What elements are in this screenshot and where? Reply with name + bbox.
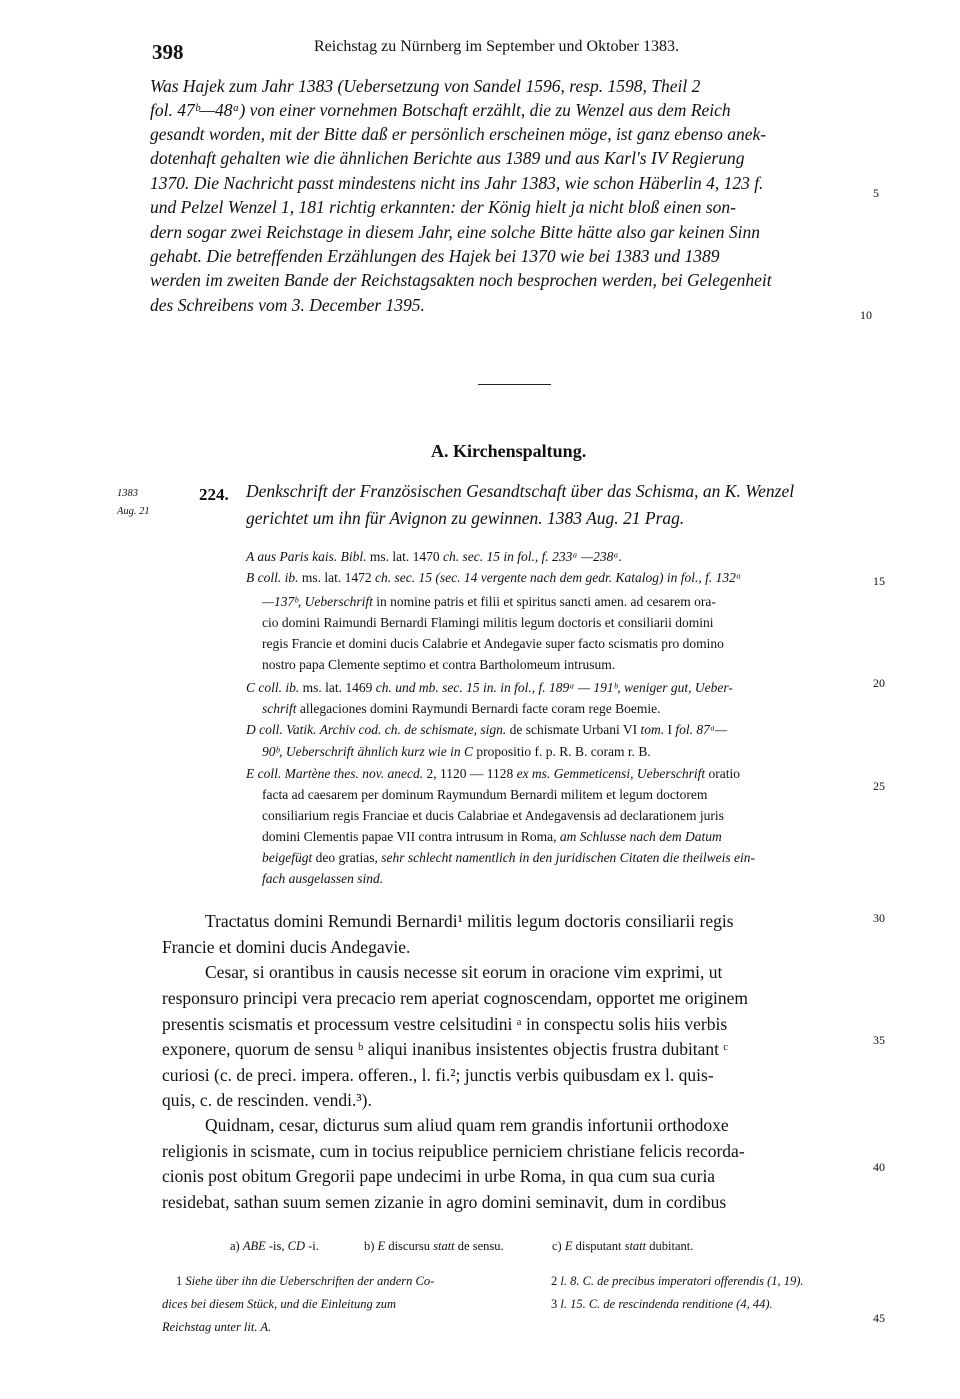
- text-run: 2, 1120 — 1128: [426, 766, 517, 781]
- source-line: [262, 636, 724, 652]
- text-run: CD: [287, 1239, 309, 1253]
- intro-line: dotenhaft gehalten wie die ähnlichen Berichte aus 1389 und aus Karl's IV Regierung: [150, 148, 745, 168]
- text-run: disputant: [575, 1239, 625, 1253]
- line-number: 20: [873, 676, 885, 690]
- text-run: consiliarium regis Franciae et ducis Calabriae et Andegavensis ad declarationem juris: [262, 808, 724, 823]
- source-line: [262, 744, 651, 760]
- text-run: regis Francie et domini ducis Calabrie et Andegavie super facto scismatis pro domino: [262, 636, 724, 651]
- source-line: [246, 680, 733, 696]
- text-run: ch. sec. 15 (sec. 14 vergente nach dem gedr. Katalog) in fol., f. 132ᵃ: [375, 570, 742, 585]
- text-run: C coll. ib.: [246, 680, 303, 695]
- text-run: ms. lat. 1472: [301, 570, 375, 585]
- body-line: Francie et domini ducis Andegavie.: [162, 937, 411, 957]
- text-run: l. 15. C. de rescindenda renditione (4, 44).: [560, 1297, 773, 1311]
- text-run: in nomine patris et filii et spiritus sancti amen. ad cesarem ora-: [376, 594, 716, 609]
- variant-footnote-c: [552, 1239, 693, 1254]
- intro-line: 1370. Die Nachricht passt mindestens nicht ins Jahr 1383, wie schon Häberlin 4, 123 f.: [150, 173, 764, 193]
- text-run: 1: [176, 1274, 186, 1288]
- text-run: ch. sec. 15 in fol., f. 233ᵃ —238ᵃ.: [443, 549, 623, 564]
- source-line: [262, 701, 661, 717]
- line-number: 15: [873, 574, 885, 588]
- footnote-line: [162, 1320, 271, 1335]
- line-number: 25: [873, 779, 885, 793]
- text-run: 3: [551, 1297, 561, 1311]
- body-line: quis, c. de rescinden. vendi.³).: [162, 1090, 372, 1110]
- text-run: allegaciones domini Raymundi Bernardi facte coram rege Boemie.: [299, 701, 661, 716]
- text-run: E: [564, 1239, 576, 1253]
- intro-line: Was Hajek zum Jahr 1383 (Uebersetzung von Sandel 1596, resp. 1598, Theil 2: [150, 76, 701, 96]
- source-line: [262, 871, 383, 887]
- line-number: 30: [873, 911, 885, 925]
- text-run: ch. und mb. sec. 15 in. in fol., f. 189ᵃ — 191ᵇ, weniger gut, Ueber-: [375, 680, 733, 695]
- line-number: 45: [873, 1311, 885, 1325]
- text-run: A aus Paris kais. Bibl.: [246, 549, 370, 564]
- source-line: [246, 549, 622, 565]
- text-run: domini Clementis papae VII contra intrusum in Roma,: [262, 829, 560, 844]
- text-run: D coll. Vatik. Archiv cod. ch. de schismate, sign.: [246, 722, 510, 737]
- text-run: dubitant.: [649, 1239, 694, 1253]
- intro-line: und Pelzel Wenzel 1, 181 richtig erkannten: der König hielt ja nicht bloß einen son-: [150, 197, 736, 217]
- margin-date: Aug. 21: [117, 506, 150, 517]
- text-run: cio domini Raimundi Bernardi Flamingi militis legum doctoris et consiliarii domini: [262, 615, 714, 630]
- text-run: l. 8. C. de precibus imperatori offerendis (1, 19).: [560, 1274, 804, 1288]
- body-line: exponere, quorum de sensu ᵇ aliqui inanibus insistentes objectis frustra dubitant ᶜ: [162, 1039, 728, 1059]
- text-run: propositio f. p. R. B. coram r. B.: [476, 744, 651, 759]
- document-number: 224.: [199, 485, 229, 504]
- body-line: presentis scismatis et processum vestre celsitudini ᵃ in conspectu solis hiis verbis: [162, 1014, 728, 1034]
- body-line: Tractatus domini Remundi Bernardi¹ militis legum doctoris consiliarii regis: [205, 911, 734, 931]
- text-run: schrift: [262, 701, 300, 716]
- intro-line: fol. 47ᵇ—48ᵃ) von einer vornehmen Botschaft erzählt, die zu Wenzel aus dem Reich: [150, 100, 731, 120]
- text-run: fach ausgelassen sind.: [262, 871, 384, 886]
- source-line: [246, 766, 740, 782]
- text-run: statt: [624, 1239, 650, 1253]
- text-run: 90ᵇ, Ueberschrift ähnlich kurz wie in C: [262, 744, 477, 759]
- running-title: Reichstag zu Nürnberg im September und Oktober 1383.: [314, 38, 679, 55]
- text-run: statt: [433, 1239, 458, 1253]
- section-divider: [478, 384, 551, 385]
- text-run: discursu: [388, 1239, 434, 1253]
- source-line: [262, 829, 722, 845]
- text-run: b): [364, 1239, 378, 1253]
- text-run: ex ms. Gemmeticensi, Ueberschrift: [516, 766, 709, 781]
- variant-footnote-b: [364, 1239, 504, 1254]
- body-line: curiosi (c. de preci. impera. offeren., l. fi.²; junctis verbis quibusdam ex l. quis-: [162, 1065, 714, 1085]
- source-line: [262, 787, 707, 803]
- text-run: E: [377, 1239, 389, 1253]
- body-line: cionis post obitum Gregorii pape undecimi in urbe Roma, in qua cum sua curia: [162, 1166, 716, 1186]
- line-number: 10: [860, 308, 872, 322]
- text-run: dices bei diesem Stück, und die Einleitung zum: [162, 1297, 396, 1311]
- text-run: oratio: [708, 766, 741, 781]
- footnote-line: [551, 1297, 773, 1312]
- text-run: nostro papa Clemente septimo et contra Bartholomeum intrusum.: [262, 657, 616, 672]
- source-line: [262, 808, 724, 824]
- body-line: Cesar, si orantibus in causis necesse sit eorum in oracione vim exprimi, ut: [205, 962, 723, 982]
- source-line: [262, 657, 615, 673]
- source-line: [262, 594, 716, 610]
- section-title: A. Kirchenspaltung.: [431, 441, 587, 461]
- footnote-line: [176, 1274, 434, 1289]
- text-run: -is,: [268, 1239, 288, 1253]
- text-run: -i.: [308, 1239, 319, 1253]
- intro-line: des Schreibens vom 3. December 1395.: [150, 295, 425, 315]
- body-line: Quidnam, cesar, dicturus sum aliud quam rem grandis infortunii orthodoxe: [205, 1115, 729, 1135]
- text-run: Reichstag unter lit. A.: [162, 1320, 272, 1334]
- source-line: [246, 570, 741, 586]
- text-run: c): [552, 1239, 565, 1253]
- intro-line: gesandt worden, mit der Bitte daß er persönlich erscheinen möge, ist ganz ebenso anek-: [150, 124, 767, 144]
- text-run: Siehe über ihn die Ueberschriften der andern Co-: [185, 1274, 435, 1288]
- page-number: 398: [152, 40, 184, 64]
- line-number: 35: [873, 1033, 885, 1047]
- text-run: de schismate Urbani VI: [509, 722, 641, 737]
- text-run: ms. lat. 1469: [302, 680, 376, 695]
- document-title-line: Denkschrift der Französischen Gesandtschaft über das Schisma, an K. Wenzel: [246, 481, 795, 501]
- footnote-line: [551, 1274, 804, 1289]
- intro-line: gehabt. Die betreffenden Erzählungen des Hajek bei 1370 wie bei 1383 und 1389: [150, 246, 720, 266]
- text-run: sehr schlecht namentlich in den juridischen Citaten die theilweis ein-: [381, 850, 756, 865]
- source-line: [262, 850, 755, 866]
- text-run: 2: [551, 1274, 561, 1288]
- body-line: residebat, sathan suum semen zizanie in agro domini seminavit, dum in cordibus: [162, 1192, 727, 1212]
- footnote-line: [162, 1297, 396, 1312]
- text-run: tom.: [640, 722, 668, 737]
- body-line: religionis in scismate, cum in tocius reipublice perniciem christiane felicis recorda-: [162, 1141, 745, 1161]
- text-run: B coll. ib.: [246, 570, 302, 585]
- line-number: 40: [873, 1160, 885, 1174]
- line-number: 5: [873, 186, 879, 200]
- text-run: fol. 87ᵃ—: [675, 722, 728, 737]
- document-title-line: gerichtet um ihn für Avignon zu gewinnen. 1383 Aug. 21 Prag.: [246, 508, 685, 528]
- variant-footnote-a: [230, 1239, 319, 1254]
- text-run: E coll. Martène thes. nov. anecd.: [246, 766, 427, 781]
- intro-line: dern sogar zwei Reichstage in diesem Jahr, eine solche Bitte hätte also gar keinen Sinn: [150, 222, 760, 242]
- text-run: beigefügt: [262, 850, 316, 865]
- text-run: a): [230, 1239, 243, 1253]
- text-run: deo gratias,: [315, 850, 382, 865]
- text-run: ms. lat. 1470: [369, 549, 444, 564]
- source-line: [246, 722, 727, 738]
- text-run: de sensu.: [457, 1239, 504, 1253]
- text-run: facta ad caesarem per dominum Raymundum Bernardi militem et legum doctorem: [262, 787, 708, 802]
- text-run: —137ᵇ, Ueberschrift: [262, 594, 377, 609]
- text-run: ABE: [242, 1239, 269, 1253]
- source-line: [262, 615, 713, 631]
- margin-year: 1383: [117, 488, 138, 499]
- body-line: responsuro principi vera precacio rem aperiat cognoscendam, opportet me originem: [162, 988, 749, 1008]
- text-run: I: [667, 722, 676, 737]
- text-run: am Schlusse nach dem Datum: [559, 829, 722, 844]
- intro-line: werden im zweiten Bande der Reichstagsakten noch besprochen werden, bei Gelegenheit: [150, 270, 772, 290]
